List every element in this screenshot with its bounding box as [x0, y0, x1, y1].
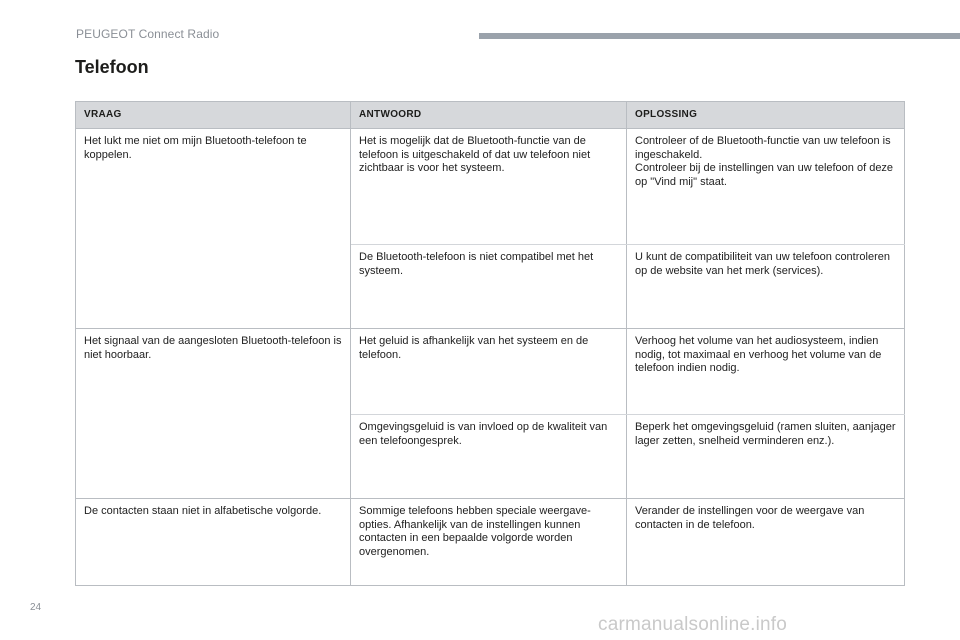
- table-row: [76, 499, 905, 586]
- solution-cell: Controleer of de Bluetooth-functie van uw telefoon is ingeschakeld. Controleer bij de instellingen van uw telefoon of deze op "Vind mij" staat.: [627, 129, 905, 245]
- solution-cell: U kunt de compatibiliteit van uw telefoon controleren op de website van het merk (services).: [627, 245, 905, 329]
- running-header: PEUGEOT Connect Radio: [76, 27, 220, 41]
- question-cell: De contacten staan niet in alfabetische volgorde.: [76, 499, 351, 586]
- answer-cell: Sommige telefoons hebben speciale weergave-opties. Afhankelijk van de instellingen kunnen contacten in een bepaalde volgorde worden overgenomen.: [351, 499, 627, 586]
- question-cell: Het signaal van de aangesloten Bluetooth-telefoon is niet hoorbaar.: [76, 329, 351, 499]
- column-header-answer: ANTWOORD: [351, 102, 627, 129]
- solution-cell: Beperk het omgevingsgeluid (ramen sluiten, aanjager lager zetten, snelheid verminderen enz.).: [627, 415, 905, 499]
- answer-cell: Omgevingsgeluid is van invloed op de kwaliteit van een telefoongesprek.: [351, 415, 627, 499]
- answer-cell: Het geluid is afhankelijk van het systeem en de telefoon.: [351, 329, 627, 415]
- solution-cell: Verhoog het volume van het audiosysteem, indien nodig, tot maximaal en verhoog het volume van de telefoon indien nodig.: [627, 329, 905, 415]
- troubleshooting-table: [75, 101, 905, 586]
- column-header-question: VRAAG: [76, 102, 351, 129]
- answer-cell: De Bluetooth-telefoon is niet compatibel met het systeem.: [351, 245, 627, 329]
- answer-cell: Het is mogelijk dat de Bluetooth-functie van de telefoon is uitgeschakeld of dat uw telefoon niet zichtbaar is voor het systeem.: [351, 129, 627, 245]
- solution-cell: Verander de instellingen voor de weergave van contacten in de telefoon.: [627, 499, 905, 586]
- table-row: [76, 129, 905, 245]
- page-title: Telefoon: [75, 57, 149, 77]
- header-rule: [479, 33, 960, 39]
- page-number: 24: [30, 602, 42, 613]
- column-header-solution: OPLOSSING: [627, 102, 905, 129]
- table-header-row: [76, 102, 905, 129]
- question-cell: Het lukt me niet om mijn Bluetooth-telefoon te koppelen.: [76, 129, 351, 329]
- table-row: [76, 329, 905, 415]
- watermark: carmanualsonline.info: [598, 614, 788, 635]
